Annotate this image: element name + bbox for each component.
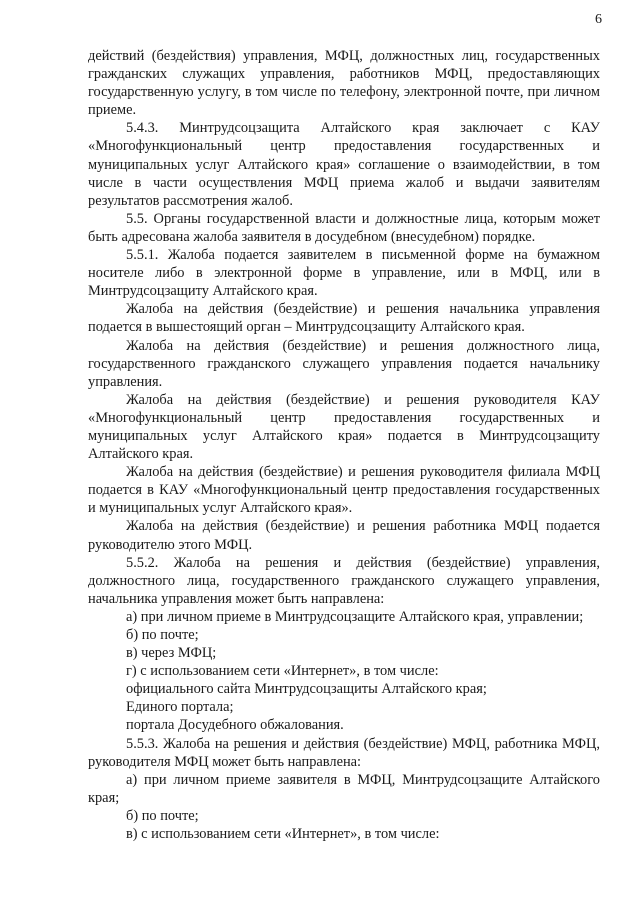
paragraph-complaint-branch-head: Жалоба на действия (бездействие) и решения руководителя филиала МФЦ подается в КАУ «Многофункциональный центр предоставления государственных и муниципальных услуг Алтайского края». <box>88 464 600 517</box>
list-item-a-2: а) при личном приеме заявителя в МФЦ, Минтрудсоцзащите Алтайского края; <box>88 771 600 806</box>
list-item-b: б) по почте; <box>126 627 199 643</box>
paragraph-5-5-1: 5.5.1. Жалоба подается заявителем в письменной форме на бумажном носителе либо в электронной форме в управление, или в МФЦ, или в Минтрудсоцзащиту Алтайского края. <box>88 247 600 300</box>
list-item-b-2: б) по почте; <box>126 807 199 824</box>
paragraph-complaint-head: Жалоба на действия (бездействие) и решения начальника управления подается в вышестоящий орган – Минтрудсоцзащиту Алтайского края. <box>88 301 600 336</box>
paragraph-5-4-3: 5.4.3. Минтрудсоцзащита Алтайского края заключает с КАУ «Многофункциональный центр предоставления государственных и муниципальных услуг Алтайского края» соглашение о взаимодействии, в том числе в части осуществления МФЦ приема жалоб и выдачи заявителям результатов рассмотрения жалоб. <box>88 120 600 209</box>
paragraph-5-5: 5.5. Органы государственной власти и должностные лица, которым может быть адресована жалоба заявителя в досудебном (внесудебном) порядке. <box>88 210 600 245</box>
document-body <box>88 47 600 843</box>
paragraph-complaint-official: Жалоба на действия (бездействие) и решения должностного лица, государственного гражданского служащего управления подается начальнику управления. <box>88 337 600 390</box>
paragraph-5-5-3: 5.5.3. Жалоба на решения и действия (бездействие) МФЦ, работника МФЦ, руководителя МФЦ может быть направлена: <box>88 735 600 770</box>
paragraph-complaint-kau-head: Жалоба на действия (бездействие) и решения руководителя КАУ «Многофункциональный центр предоставления государственных и муниципальных услуг Алтайского края» подается в Минтрудсоцзащиту Алтайского края. <box>88 391 600 463</box>
list-item-a: а) при личном приеме в Минтрудсоцзащите Алтайского края, управлении; <box>126 608 584 625</box>
list-subitem-appeal-portal: портала Досудебного обжалования. <box>126 717 344 734</box>
list-subitem-site: официального сайта Минтрудсоцзащиты Алтайского края; <box>126 681 487 698</box>
paragraph-continuation: действий (бездействия) управления, МФЦ, должностных лиц, государственных гражданских служащих управления, работников МФЦ, предоставляющих государственную услугу, в том числе по телефону, электронной почте, при личном приеме. <box>88 48 600 119</box>
list-item-v-2: в) с использованием сети «Интернет», в том числе: <box>126 826 440 843</box>
page-number: 6 <box>595 12 602 27</box>
list-item-v: в) через МФЦ; <box>126 645 217 662</box>
paragraph-complaint-mfc-worker: Жалоба на действия (бездействие) и решения работника МФЦ подается руководителю этого МФЦ. <box>88 518 600 553</box>
list-item-g: г) с использованием сети «Интернет», в том числе: <box>126 663 439 680</box>
list-subitem-portal: Единого портала; <box>126 699 234 716</box>
paragraph-5-5-2: 5.5.2. Жалоба на решения и действия (бездействие) управления, должностного лица, государственного гражданского служащего управления, начальника управления может быть направлена: <box>88 554 600 607</box>
